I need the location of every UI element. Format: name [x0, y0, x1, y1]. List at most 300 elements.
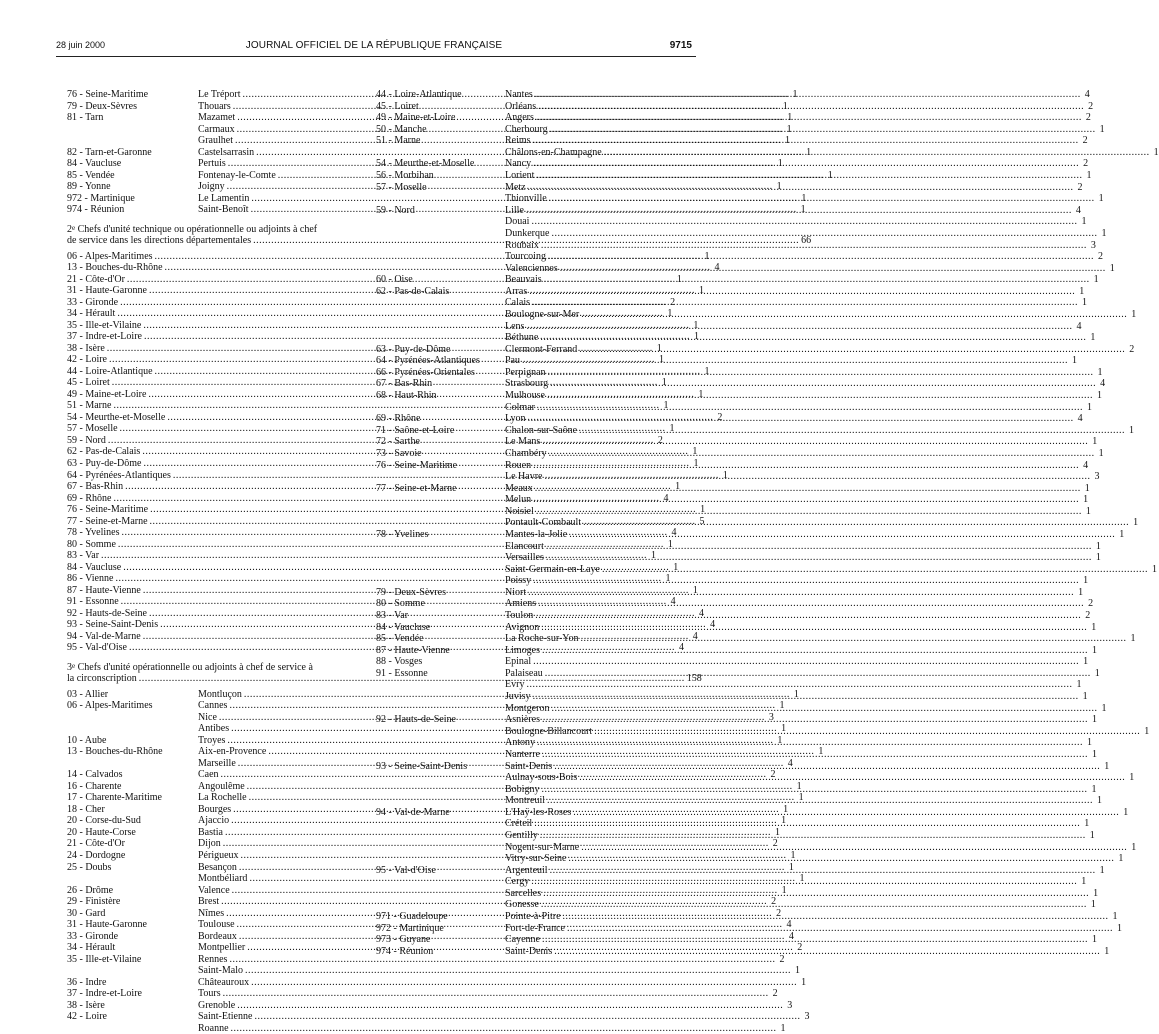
post-count: 1: [776, 181, 782, 193]
city-name: Montreuil: [505, 795, 545, 807]
city-name: Bourges: [198, 803, 232, 815]
post-count: 1: [1094, 667, 1100, 679]
city-name: Marseille: [198, 757, 236, 769]
post-count: 4: [788, 930, 794, 942]
city-name: Le Tréport: [198, 89, 241, 100]
department-label: 29 - Finistère: [67, 896, 121, 908]
post-count: 1: [781, 815, 787, 827]
post-count: 1: [1090, 899, 1096, 911]
post-count: 2: [1083, 158, 1089, 170]
department-label: 31 - Haute-Garonne: [67, 285, 147, 297]
list-item: [67, 965, 800, 977]
list-item: [376, 135, 1088, 147]
city-entry: [505, 89, 1090, 101]
department-label: 92 - Hauts-de-Seine: [376, 714, 456, 726]
post-count: 1: [665, 573, 671, 585]
department-label: 76 - Seine-Maritime: [67, 89, 149, 100]
leader-dots: [581, 309, 1127, 321]
department-label: 24 - Dordogne: [67, 850, 126, 861]
department-label: 83 - Var: [67, 550, 100, 562]
city-name: Antony: [505, 737, 535, 749]
city-entry: [198, 1022, 786, 1034]
post-count: 1: [1151, 563, 1157, 575]
post-count: 2: [1088, 100, 1094, 112]
department-label: 42 - Loire: [67, 1011, 107, 1023]
city-name: Troyes: [198, 734, 226, 746]
department-label: 30 - Gard: [67, 907, 106, 919]
page-header: [0, 40, 748, 54]
department-label: 88 - Vosges: [376, 656, 423, 668]
leader-dots: [531, 876, 1077, 888]
post-count: 1: [1084, 818, 1090, 830]
city-entry: [505, 806, 1129, 819]
post-count: 1: [1130, 633, 1136, 645]
leader-dots: [560, 263, 1106, 275]
post-count: 1: [792, 89, 798, 100]
post-count: 4: [1084, 89, 1090, 100]
post-count: 2: [717, 411, 723, 423]
post-count: 1: [659, 354, 664, 366]
city-name: Pertuis: [198, 158, 226, 170]
list-item: [67, 953, 785, 966]
leader-dots: [223, 988, 769, 1000]
department-label: 87 - Haute-Vienne: [376, 644, 450, 656]
city-name: Strasbourg: [505, 378, 549, 390]
leader-dots: [602, 561, 1148, 576]
city-entry: [505, 563, 1157, 576]
city-entry: [505, 378, 1106, 390]
leader-dots: [533, 688, 1079, 703]
post-count: 1: [1098, 447, 1104, 459]
post-count: 1: [1091, 783, 1097, 795]
post-count: 1: [779, 700, 785, 712]
leader-dots: [536, 170, 1082, 182]
post-count: 5: [699, 515, 705, 527]
post-count: 1: [1153, 146, 1159, 158]
list-item: [376, 181, 1083, 194]
city-entry: [505, 830, 1095, 842]
list-item: [376, 737, 1092, 749]
city-entry: [505, 538, 1101, 553]
list-item: [376, 343, 1135, 356]
post-count: 1: [775, 826, 780, 838]
city-entry: [505, 123, 1105, 136]
city-entry: [505, 482, 1090, 495]
leader-dots: [546, 552, 1092, 564]
leader-dots: [533, 575, 1079, 587]
list-item: [376, 505, 1091, 518]
city-name: Carmaux: [198, 123, 235, 135]
department-label: 84 - Vaucluse: [67, 158, 122, 170]
city-name: Castelsarrasin: [198, 146, 255, 158]
list-item: [376, 864, 1105, 877]
department-label: 33 - Gironde: [67, 296, 119, 308]
department-label: 83 - Var: [376, 610, 409, 622]
city-entry: [505, 945, 1110, 958]
department-label: 34 - Hérault: [67, 308, 116, 320]
post-count: 1: [799, 873, 805, 885]
department-label: 82 - Tarn-et-Garonne: [67, 146, 152, 158]
city-name: Rennes: [198, 953, 228, 965]
department-label: 50 - Manche: [376, 123, 427, 135]
department-label: 21 - Côte-d'Or: [67, 273, 125, 285]
list-item: [376, 748, 1097, 761]
city-name: Argenteuil: [505, 864, 548, 876]
city-entry: [505, 552, 1101, 564]
leader-dots: [540, 332, 1086, 344]
leader-dots: [542, 934, 1088, 946]
leader-dots: [526, 321, 1072, 333]
leader-dots: [537, 402, 1083, 414]
list-item: [376, 146, 1159, 159]
leader-dots: [534, 818, 1080, 830]
list-item: [376, 413, 1083, 425]
city-entry: [505, 899, 1096, 911]
post-count: 1: [1091, 748, 1097, 760]
post-count: 2: [1082, 135, 1088, 147]
city-name: Saint-Benoît: [198, 204, 249, 216]
list-item: [376, 424, 1135, 437]
post-count: 2: [1129, 343, 1135, 355]
post-count: 3: [1094, 471, 1100, 483]
post-count: 2: [1097, 251, 1103, 263]
department-label: 37 - Indre-et-Loire: [67, 988, 142, 1000]
city-name: Amiens: [505, 598, 537, 610]
department-label: 84 - Vaucluse: [376, 621, 431, 633]
city-name: Fort-de-France: [505, 922, 565, 934]
city-name: Lens: [505, 320, 525, 332]
department-label: 57 - Moselle: [376, 181, 427, 193]
department-label: 972 - Martinique: [376, 922, 444, 934]
post-count: 1: [827, 169, 833, 181]
city-entry: [505, 934, 1097, 946]
leader-dots: [528, 413, 1074, 425]
post-count: 1: [800, 204, 806, 216]
post-count: 1: [1086, 170, 1092, 182]
city-entry: [505, 135, 1088, 147]
post-count: 2: [1077, 181, 1083, 193]
city-entry: [505, 274, 1099, 286]
post-count: 1: [780, 1022, 786, 1034]
leader-dots: [581, 842, 1127, 854]
city-name: Tourcoing: [505, 251, 546, 263]
city-name: Fontenay-le-Comte: [198, 169, 276, 181]
list-item: [376, 216, 1087, 228]
city-entry: [198, 953, 785, 966]
leader-dots: [526, 679, 1072, 691]
city-name: Lyon: [505, 413, 526, 425]
department-label: 25 - Doubs: [67, 861, 112, 873]
post-count: 1: [801, 192, 807, 204]
city-name: Créteil: [505, 818, 533, 830]
city-name: Evry: [505, 679, 525, 691]
department-label: 33 - Gironde: [67, 930, 119, 942]
post-count: 1: [781, 884, 787, 896]
post-count: 1: [1144, 725, 1150, 737]
city-name: Toulon: [505, 610, 534, 622]
leader-dots: [545, 668, 1091, 680]
post-count: 1: [790, 850, 796, 861]
header-title: JOURNAL OFFICIEL DE LA RÉPUBLIQUE FRANÇAISE: [245, 40, 503, 51]
department-label: 66 - Pyrénées-Orientales: [376, 366, 475, 378]
leader-dots: [533, 494, 1079, 506]
city-entry: [505, 702, 1107, 715]
section-3-ordinal: e: [72, 661, 76, 670]
post-count: 1: [1101, 702, 1107, 714]
post-count: 1: [704, 250, 710, 262]
post-count: 2: [657, 434, 663, 446]
city-entry: [505, 760, 1110, 773]
department-label: 78 - Yvelines: [376, 528, 429, 540]
leader-dots: [537, 734, 1083, 749]
section-2-heading: [67, 224, 362, 236]
city-name: Cergy: [505, 876, 530, 888]
city-entry: [505, 911, 1118, 923]
section-2-line-2: de service dans les directions départementales: [67, 235, 252, 247]
city-name: Nîmes: [198, 907, 225, 919]
list-item: [376, 100, 1094, 113]
list-item: [376, 251, 1103, 263]
leader-dots: [547, 795, 1093, 807]
department-label: 42 - Loire: [67, 354, 107, 366]
city-entry: [505, 100, 1094, 113]
post-count: 1: [676, 273, 682, 285]
leader-dots: [548, 251, 1094, 263]
city-name: Graulhet: [198, 135, 233, 147]
department-label: 36 - Indre: [67, 976, 107, 988]
leader-dots: [563, 911, 1109, 923]
post-count: 1: [667, 538, 673, 550]
post-count: 1: [1099, 864, 1105, 876]
post-count: 1: [781, 723, 787, 735]
department-label: 59 - Nord: [376, 204, 415, 216]
post-count: 1: [1092, 934, 1097, 946]
department-label: 63 - Puy-de-Dôme: [376, 343, 451, 355]
department-label: 94 - Val-de-Marne: [67, 630, 141, 642]
leader-dots: [581, 630, 1127, 645]
city-name: Noisiel: [505, 505, 534, 517]
post-count: 1: [693, 457, 699, 469]
city-name: Avignon: [505, 621, 540, 633]
department-label: 20 - Corse-du-Sud: [67, 815, 141, 827]
header-date: 28 juin 2000: [56, 40, 106, 50]
post-count: 1: [777, 734, 783, 746]
list-item: [376, 911, 1118, 923]
list-item: [376, 538, 1101, 553]
city-name: Tours: [198, 988, 221, 1000]
post-count: 4: [1075, 204, 1081, 216]
section-3-number: 3: [67, 661, 72, 673]
post-count: 1: [661, 377, 667, 389]
department-label: 85 - Vendée: [67, 169, 115, 181]
post-count: 1: [692, 446, 698, 458]
list-item: [376, 656, 1089, 668]
post-count: 1: [1129, 424, 1135, 436]
post-count: 1: [656, 342, 662, 354]
list-item: [376, 158, 1089, 170]
post-count: 2: [1088, 598, 1094, 610]
post-count: 1: [663, 400, 669, 412]
leader-dots: [569, 529, 1115, 541]
department-label: 974 - Réunion: [376, 945, 434, 957]
city-name: Juvisy: [505, 691, 531, 703]
post-count: 1: [1083, 656, 1089, 668]
department-label: 31 - Haute-Garonne: [67, 919, 147, 931]
department-label: 34 - Hérault: [67, 942, 116, 954]
department-label: 35 - Ille-et-Vilaine: [67, 319, 142, 331]
department-label: 87 - Haute-Vienne: [67, 584, 141, 596]
list-item: [376, 378, 1106, 390]
list-item: [67, 999, 793, 1012]
post-count: 1: [1085, 505, 1091, 517]
spacer: [67, 216, 362, 224]
post-count: 1: [698, 285, 704, 297]
section-2-total: 66: [801, 235, 812, 247]
post-count: 1: [818, 746, 824, 758]
list-item: [376, 772, 1135, 784]
leader-dots: [551, 703, 1097, 715]
leader-dots: [538, 101, 1084, 113]
leader-dots: [544, 274, 1090, 286]
post-count: 2: [1085, 112, 1091, 124]
department-label: 18 - Cher: [67, 803, 105, 815]
city-name: Pontault-Combault: [505, 517, 582, 529]
post-count: 4: [663, 492, 669, 504]
post-count: 1: [1101, 227, 1107, 239]
department-label: 64 - Pyrénées-Atlantiques: [376, 355, 480, 367]
post-count: 1: [801, 976, 807, 988]
city-name: Grenoble: [198, 999, 236, 1011]
list-item: [376, 610, 1091, 622]
city-entry: [505, 528, 1125, 541]
list-item: [376, 575, 1089, 587]
city-entry: [505, 413, 1083, 425]
leader-dots: [550, 865, 1096, 877]
post-count: 1: [783, 803, 789, 815]
city-name: Cherbourg: [505, 123, 548, 135]
city-entry: [505, 725, 1150, 738]
department-label: 72 - Sarthe: [376, 436, 420, 448]
post-count: 1: [693, 331, 699, 343]
city-name: Beauvais: [505, 274, 542, 286]
list-item: [376, 644, 1097, 657]
city-name: Epinal: [505, 656, 532, 668]
list-item: [376, 899, 1096, 911]
department-label: 85 - Vendée: [376, 633, 424, 645]
leader-dots: [533, 135, 1079, 147]
list-item: [376, 447, 1104, 460]
city-name: Roanne: [198, 1022, 229, 1034]
section-3-heading: [67, 662, 362, 674]
post-count: 4: [678, 642, 684, 654]
city-name: Châteauroux: [198, 976, 250, 988]
post-count: 1: [698, 388, 704, 400]
post-count: 1: [1095, 552, 1101, 564]
list-item: [376, 262, 1115, 275]
city-entry: [505, 841, 1137, 854]
city-entry: [505, 343, 1135, 356]
department-label: 62 - Pas-de-Calais: [376, 285, 450, 297]
leader-dots: [538, 598, 1084, 610]
department-label: 68 - Haut-Rhin: [376, 390, 437, 402]
city-name: Nanterre: [505, 748, 540, 760]
list-item: [376, 193, 1104, 205]
department-label: 49 - Maine-et-Loire: [376, 112, 456, 124]
leader-dots: [541, 784, 1087, 796]
leader-dots: [526, 205, 1072, 217]
post-count: 4: [1077, 413, 1083, 425]
city-entry: [198, 988, 778, 1000]
list-item: [376, 691, 1088, 703]
city-entry: [505, 818, 1090, 830]
city-name: Orléans: [505, 100, 537, 112]
list-item: [376, 170, 1092, 182]
department-label: 79 - Deux-Sèvres: [67, 100, 137, 112]
city-name: Valenciennes: [505, 262, 558, 274]
leader-dots: [529, 286, 1075, 298]
section-3-line-1: Chefs d'unité opérationnelle ou adjoints à chef de service à: [75, 661, 313, 673]
city-entry: [505, 876, 1087, 888]
list-item: [376, 887, 1099, 900]
city-entry: [505, 181, 1083, 194]
post-count: 1: [1087, 401, 1092, 413]
city-entry: [505, 216, 1087, 228]
post-count: 1: [1092, 714, 1097, 726]
city-name: Antibes: [198, 723, 230, 735]
city-name: Gonesse: [505, 899, 539, 911]
department-label: 80 - Somme: [376, 598, 425, 610]
city-entry: [198, 1011, 810, 1023]
post-count: 1: [782, 100, 788, 112]
city-name: Reims: [505, 135, 531, 147]
city-entry: [505, 575, 1089, 587]
city-name: L'Haÿ-les-Roses: [505, 806, 572, 818]
post-count: 1: [1079, 285, 1085, 297]
post-count: 1: [1097, 795, 1102, 807]
post-count: 3: [768, 711, 774, 723]
department-label: 26 - Drôme: [67, 884, 114, 896]
city-name: La Roche-sur-Yon: [505, 633, 579, 645]
city-name: Aulnay-sous-Bois: [505, 772, 578, 784]
post-count: 1: [1091, 621, 1097, 633]
leader-dots: [543, 888, 1089, 900]
department-label: 51 - Marne: [376, 135, 421, 147]
city-name: Nice: [198, 711, 217, 723]
list-item: [376, 390, 1102, 402]
city-name: Perpignan: [505, 366, 546, 378]
leader-dots: [542, 645, 1088, 657]
city-entry: [505, 308, 1137, 321]
post-count: 1: [669, 423, 675, 435]
post-count: 1: [700, 504, 706, 516]
leader-dots: [549, 448, 1095, 460]
leader-dots: [536, 112, 1082, 124]
post-count: 1: [1129, 772, 1135, 784]
city-name: Pointe-à-Pitre: [505, 911, 561, 923]
city-name: Versailles: [505, 552, 544, 564]
city-entry: [505, 332, 1096, 344]
city-name: Nogent-sur-Marne: [505, 841, 580, 853]
department-label: 54 - Meurthe-et-Moselle: [376, 158, 475, 170]
leader-dots: [533, 158, 1079, 170]
city-entry: [505, 598, 1094, 610]
list-item: [376, 806, 1129, 819]
post-count: 1: [1118, 853, 1124, 865]
leader-dots: [532, 297, 1078, 309]
city-name: Metz: [505, 181, 526, 193]
post-count: 1: [1097, 366, 1103, 378]
list-item: [376, 227, 1107, 240]
